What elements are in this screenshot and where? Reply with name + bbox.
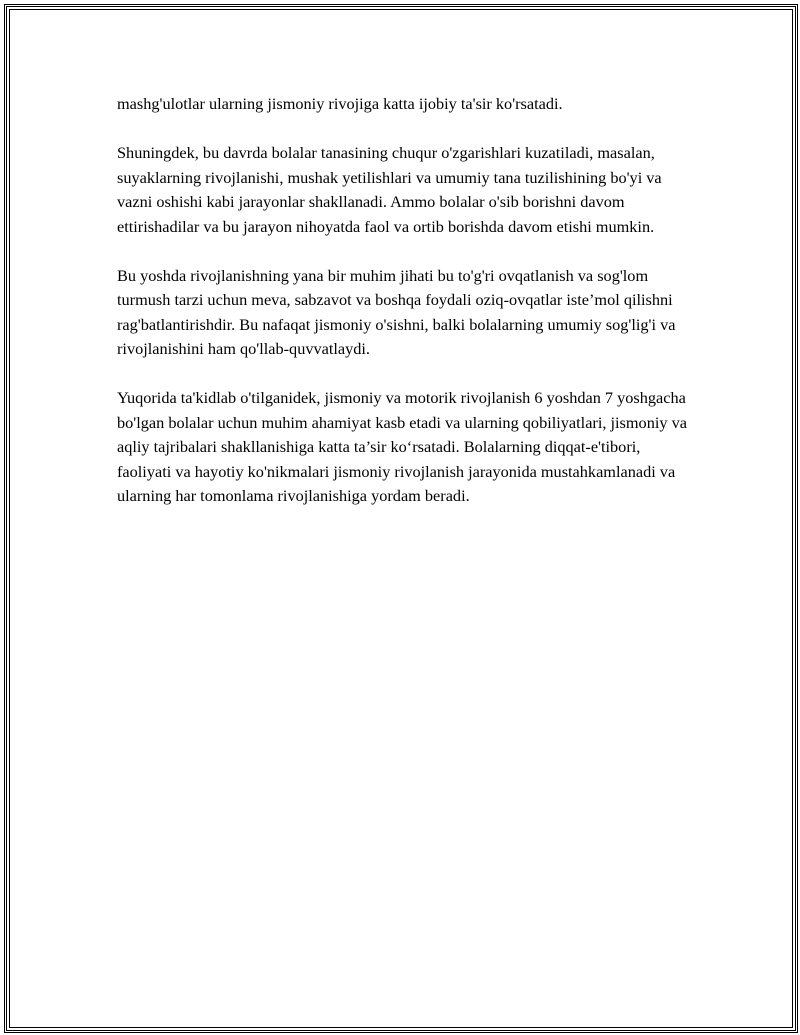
paragraph-1: mashg'ulotlar ularning jismoniy rivojiga katta ijobiy ta'sir ko'rsatadi.	[117, 94, 563, 113]
paragraph-2: Shuningdek, bu davrda bolalar tanasining chuqur o'zgarishlari kuzatiladi, masalan, suyaklarning rivojlanishi, mushak yetilishlari va umumiy tana tuzilishining bo'yi va vazni oshishi kabi jarayonlar shakllanadi. Ammo bolalar o'sib borishni davom ettirishadilar va bu jarayon nihoyatda faol va ortib borishda davom etishi mumkin.	[117, 143, 662, 236]
paragraph-4: Yuqorida ta'kidlab o'tilganidek, jismoniy va motorik rivojlanish 6 yoshdan 7 yoshgacha bo'lgan bolalar uchun muhim ahamiyat kasb etadi va ularning qobiliyatlari, jismoniy va aqliy tajribalari shakllanishiga katta ta’sir ko‘rsatadi. Bolalarning diqqat-e'tibori, faoliyati va hayotiy ko'nikmalari jismoniy rivojlanish jarayonida mustahkamlanadi va ularning har tomonlama rivojlanishiga yordam beradi.	[117, 388, 687, 505]
paragraph-3: Bu yoshda rivojlanishning yana bir muhim jihati bu to'g'ri ovqatlanish va sog'lom turmush tarzi uchun meva, sabzavot va boshqa foydali oziq-ovqatlar iste’mol qilishni rag'batlantirishdir. Bu nafaqat jismoniy o'sishni, balki bolalarning umumiy sog'lig'i va rivojlanishini ham qo'llab-quvvatlaydi.	[117, 265, 676, 358]
document-body	[117, 92, 697, 533]
